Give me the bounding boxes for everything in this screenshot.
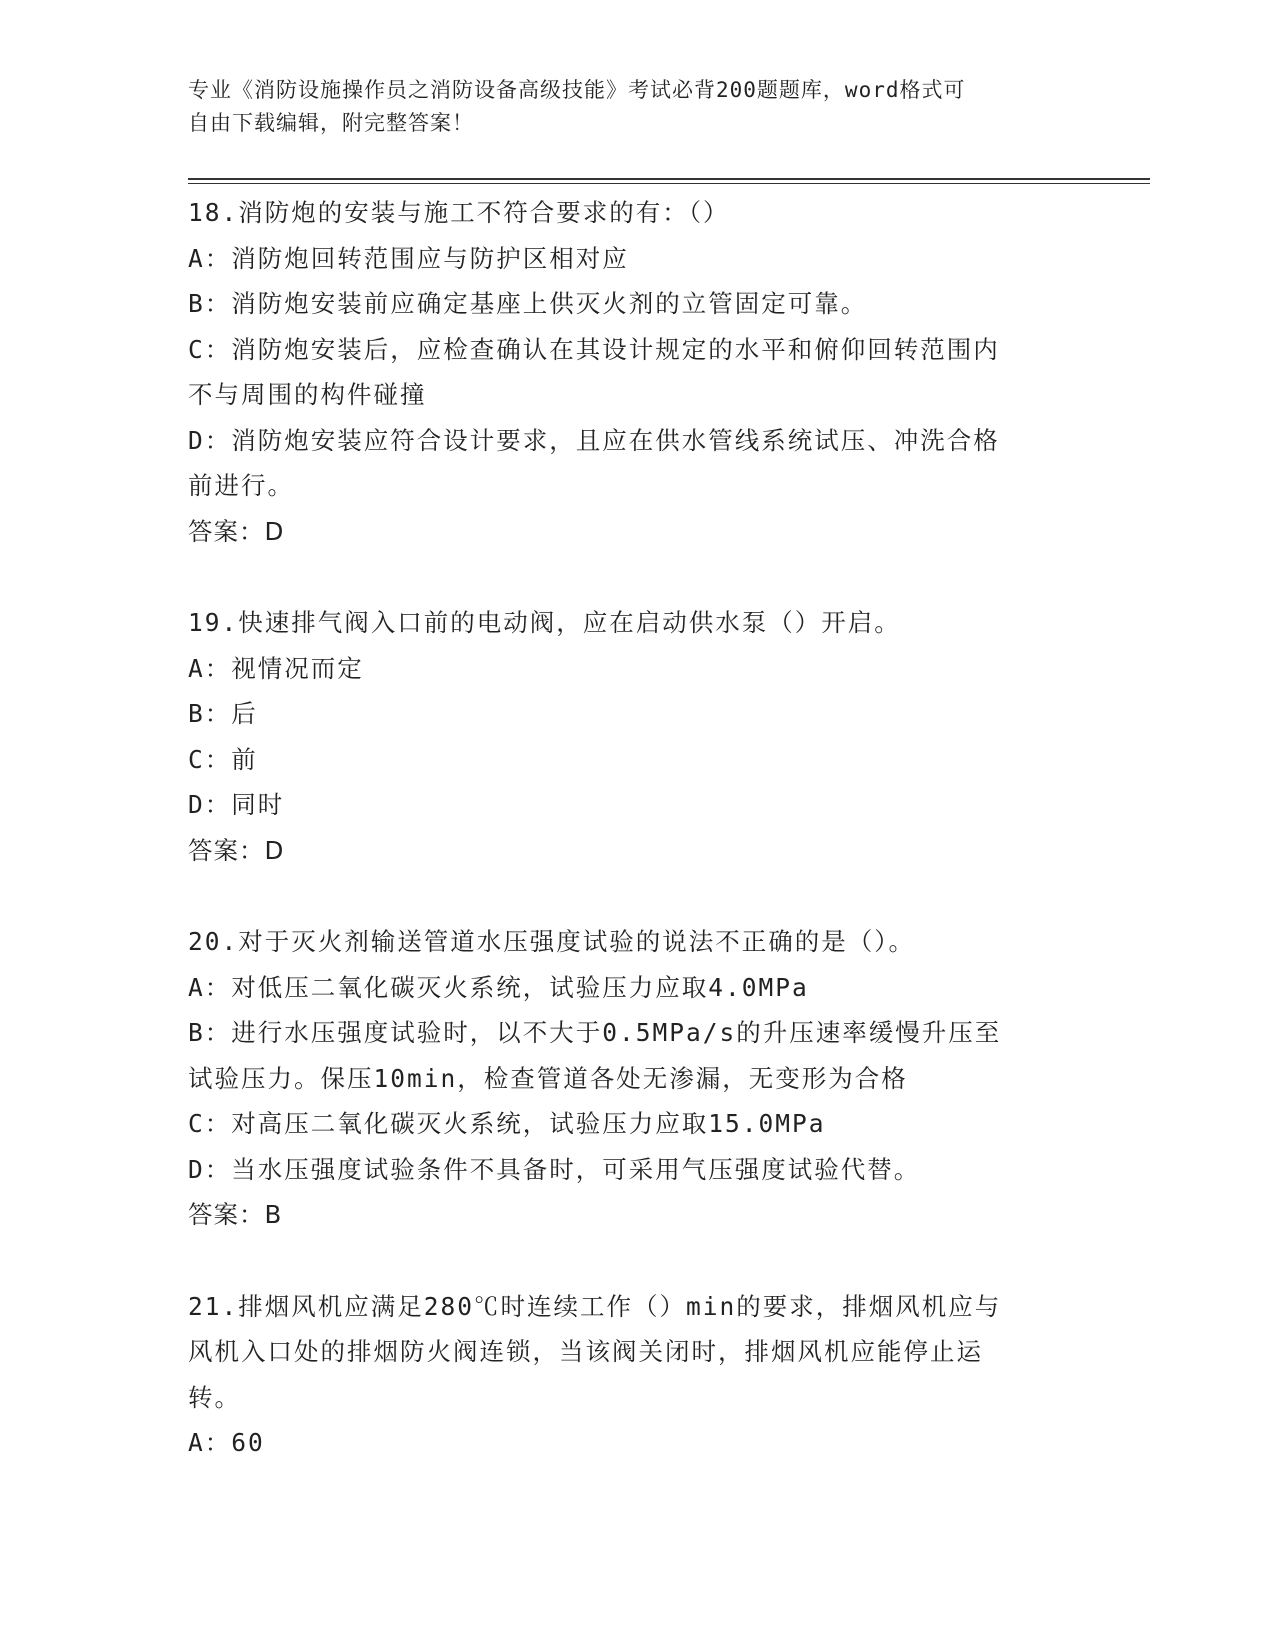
- option-a: A：60: [188, 1428, 265, 1457]
- question-stem-continued: 转。: [188, 1382, 241, 1412]
- option-d: D：同时: [188, 790, 285, 819]
- spacer: [188, 554, 1088, 600]
- option-a: A：消防炮回转范围应与防护区相对应: [188, 243, 629, 273]
- answer-line: 答案：D: [188, 835, 285, 865]
- option-b: B：进行水压强度试验时，以不大于0.5MPa/s的升压速率缓慢升压至: [188, 1018, 1002, 1047]
- question-stem: 19.快速排气阀入口前的电动阀，应在启动供水泵（）开启。: [188, 608, 901, 637]
- question-stem-continued: 风机入口处的排烟防火阀连锁，当该阀关闭时，排烟风机应能停止运: [188, 1337, 983, 1366]
- header-line-1: 专业《消防设施操作员之消防设备高级技能》考试必背200题题库，word格式可: [188, 78, 966, 102]
- question-18: [188, 190, 1088, 554]
- spacer: [188, 1238, 1088, 1284]
- option-d: D：当水压强度试验条件不具备时，可采用气压强度试验代替。: [188, 1154, 921, 1184]
- option-c: C：前: [188, 744, 258, 774]
- header-divider-thick: [188, 178, 1150, 180]
- option-d-continued: 前进行。: [188, 471, 294, 500]
- option-c-continued: 不与周围的构件碰撞: [188, 380, 427, 409]
- answer-line: 答案：B: [188, 1200, 283, 1229]
- document-header: [188, 74, 1068, 140]
- header-divider-thin: [188, 183, 1150, 184]
- header-line-2: 自由下载编辑，附完整答案！: [188, 111, 474, 135]
- question-20: [188, 919, 1088, 1238]
- question-list: [188, 190, 1088, 1466]
- option-c: C：消防炮安装后，应检查确认在其设计规定的水平和俯仰回转范围内: [188, 334, 1000, 364]
- option-b: B：消防炮安装前应确定基座上供灭火剂的立管固定可靠。: [188, 289, 868, 318]
- option-b-continued: 试验压力。保压10min，检查管道各处无渗漏，无变形为合格: [188, 1063, 908, 1093]
- question-stem: 20.对于灭火剂输送管道水压强度试验的说法不正确的是（）。: [188, 927, 915, 956]
- question-21: [188, 1284, 1088, 1466]
- question-stem: 21.排烟风机应满足280℃时连续工作（）min的要求，排烟风机应与: [188, 1291, 1002, 1321]
- question-stem: 18.消防炮的安装与施工不符合要求的有：（）: [188, 198, 730, 227]
- option-a: A：视情况而定: [188, 653, 364, 683]
- option-a: A：对低压二氧化碳灭火系统，试验压力应取4.0MPa: [188, 972, 809, 1002]
- question-19: [188, 600, 1088, 873]
- spacer: [188, 873, 1088, 919]
- answer-line: 答案：D: [188, 516, 285, 546]
- option-c: C：对高压二氧化碳灭火系统，试验压力应取15.0MPa: [188, 1109, 826, 1138]
- option-d: D：消防炮安装应符合设计要求，且应在供水管线系统试压、冲洗合格: [188, 425, 1000, 455]
- option-b: B：后: [188, 699, 258, 728]
